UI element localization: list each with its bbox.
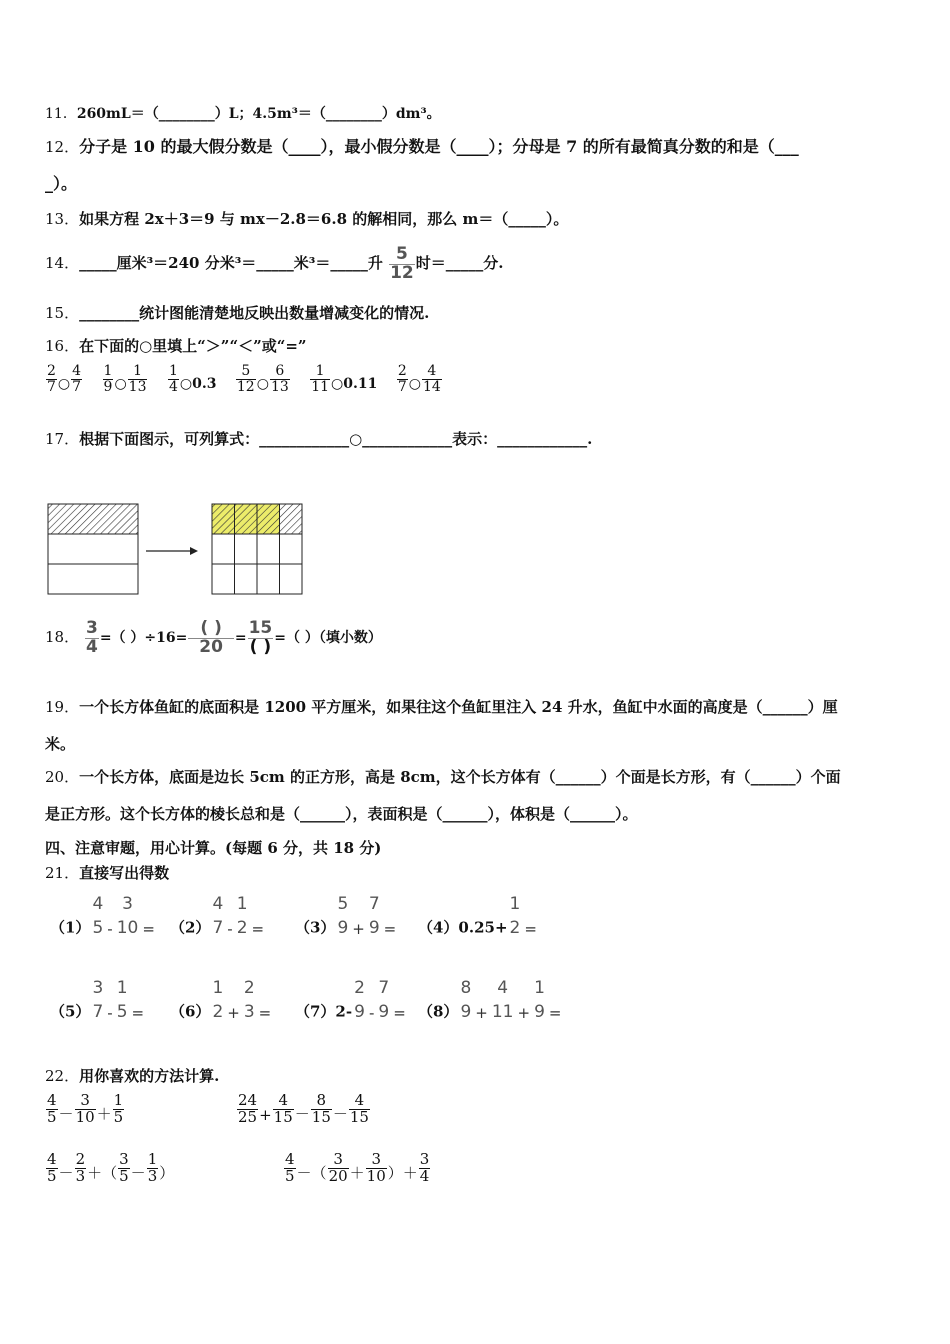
- fraction: 7 9: [368, 894, 380, 938]
- fraction: 3 10: [116, 894, 139, 938]
- question-text: 用你喜欢的方法计算.: [79, 1067, 220, 1085]
- calc-item: [418, 896, 539, 938]
- operator: =: [524, 919, 537, 938]
- question-12: [45, 137, 799, 157]
- operator: +: [227, 1003, 240, 1022]
- question-number: 14．: [45, 254, 80, 272]
- operator: -: [107, 1003, 113, 1022]
- compare-item: $\frac{1}{4}$ ○0.3: [168, 363, 217, 395]
- fraction: $\frac{1}{5}$: [113, 1091, 124, 1126]
- operator: =: [548, 1003, 562, 1022]
- question-text: 260mL＝（________）L；4.5m³＝（________）dm³。: [76, 106, 441, 122]
- calc-item: [418, 980, 563, 1022]
- question-19-cont: 米。: [45, 735, 76, 753]
- operator: －: [332, 1104, 348, 1123]
- fraction: 1 2: [509, 894, 521, 938]
- compare-item: $\frac{1}{11}$ ○0.11: [311, 363, 378, 395]
- question-18: 18． $\frac{3}{4}$ =（ ）÷16= ( ) 20 = 15 ( ) =（ ）（填小数）: [45, 617, 382, 657]
- arrow-icon: [146, 547, 198, 555]
- compare-circle[interactable]: ○: [57, 376, 71, 393]
- operator: ＋: [96, 1104, 112, 1123]
- fraction: $\frac{4}{5}$: [47, 1091, 57, 1126]
- fraction: 1 2: [212, 978, 224, 1022]
- question-16: [45, 336, 307, 356]
- question-number: 22．: [45, 1067, 80, 1085]
- operator: +: [259, 1105, 272, 1124]
- fraction: $\frac{4}{15}$: [273, 1091, 293, 1126]
- calc-label: （6）: [170, 1002, 211, 1021]
- question-12-cont: _）。: [45, 174, 78, 193]
- fraction: $\frac{8}{15}$: [311, 1091, 331, 1126]
- question-number: 16．: [45, 337, 80, 355]
- question-20: [45, 767, 841, 787]
- fraction: $\frac{3}{5}$: [119, 1150, 129, 1185]
- fraction: 4 11: [491, 978, 514, 1022]
- compare-item: $\frac{2}{7}$ ○ $\frac{4}{7}$: [47, 363, 82, 395]
- fraction: 2 9: [354, 978, 365, 1022]
- compare-circle[interactable]: ○: [114, 376, 127, 393]
- fraction: $\frac{4}{5}$: [47, 1150, 57, 1185]
- right-grid: [212, 504, 302, 594]
- compare-circle[interactable]: ○: [331, 376, 344, 393]
- question-text: 一个长方体，底面是边长 5cm 的正方形，高是 8cm，这个长方体有（______）个面是长方形，有（______）个面: [79, 768, 841, 786]
- question-text: ________统计图能清楚地反映出数量增减变化的情况.: [79, 304, 430, 322]
- operator: =: [383, 919, 397, 938]
- fraction: $\frac{1}{3}$: [147, 1150, 158, 1185]
- calc-label: （7）2-: [295, 1002, 353, 1021]
- question-text-a: _____厘米³＝240 分米³＝_____米³＝_____升: [79, 254, 383, 272]
- question-19: [45, 697, 838, 717]
- question-text: 一个长方体鱼缸的底面积是 1200 平方厘米，如果往这个鱼缸里注入 24 升水，鱼缸中水面的高度是（______）厘: [79, 698, 838, 716]
- fraction-diagram: [40, 495, 310, 600]
- operator: ）: [159, 1163, 175, 1182]
- operator: －: [294, 1104, 310, 1123]
- compare-circle[interactable]: ○: [256, 376, 269, 393]
- question-text: 直接写出得数: [79, 864, 170, 882]
- fraction: 1 9: [534, 978, 545, 1022]
- question-14: [45, 243, 503, 283]
- operator: +: [475, 1003, 488, 1022]
- question-number: 11．: [45, 106, 77, 122]
- expression-2: [236, 1093, 371, 1126]
- operator: =: [251, 919, 265, 938]
- fraction: $\frac{4}{5}$: [285, 1150, 295, 1185]
- expression-4: [283, 1152, 431, 1185]
- operator: -: [107, 919, 113, 938]
- fraction: 8 9: [460, 978, 472, 1022]
- operator: ＋: [349, 1163, 365, 1182]
- section-heading: 四、注意审题，用心计算。(每题 6 分，共 18 分): [45, 839, 382, 857]
- operator: －: [130, 1163, 146, 1182]
- calc-item: [170, 980, 273, 1022]
- question-11: [45, 104, 441, 124]
- calc-label: （5）: [50, 1002, 91, 1021]
- operator: -: [227, 919, 233, 938]
- calc-item: [170, 896, 266, 938]
- calc-label: （3）: [295, 918, 336, 937]
- compare-circle[interactable]: ○: [408, 376, 421, 393]
- operator: +: [517, 1003, 531, 1022]
- operator: －: [58, 1104, 74, 1123]
- fraction: 2 3: [243, 978, 255, 1022]
- expression-1: [45, 1093, 125, 1126]
- question-20-cont: 是正方形。这个长方体的棱长总和是（______），表面积是（______），体积是（______）。: [45, 805, 638, 823]
- calc-label: （4）0.25+: [418, 918, 508, 937]
- compare-row: [45, 364, 443, 394]
- operator: -: [368, 1003, 375, 1022]
- compare-circle[interactable]: ○: [179, 376, 193, 393]
- fraction: $\frac{3}{4}$: [419, 1150, 430, 1185]
- question-number: 18．: [45, 628, 80, 646]
- fraction: 7 9: [378, 978, 390, 1022]
- question-text-b: 时＝_____分.: [415, 254, 504, 272]
- calc-label: （2）: [170, 918, 211, 937]
- question-number: 15．: [45, 304, 80, 322]
- fraction: 1 5: [116, 978, 128, 1022]
- calc-label: （1）: [50, 918, 91, 937]
- compare-item: $\frac{2}{7}$ ○ $\frac{4}{14}$: [397, 363, 441, 395]
- operator: =: [258, 1003, 272, 1022]
- question-17: [45, 429, 592, 449]
- calc-item: [50, 896, 157, 938]
- fraction: 1 2: [236, 894, 248, 938]
- question-text: 在下面的○里填上“＞”“＜”或“=”: [79, 337, 307, 355]
- question-number: 12．: [45, 138, 80, 156]
- fraction: $\frac{24}{25}$: [238, 1091, 258, 1126]
- question-15: [45, 303, 429, 323]
- question-number: 21．: [45, 864, 80, 882]
- question-number: 13．: [45, 210, 80, 228]
- question-text: 根据下面图示，可列算式：____________○____________表示：____________.: [79, 430, 593, 448]
- left-rectangle: [48, 504, 138, 594]
- question-text: 如果方程 2x＋3＝9 与 mx－2.8＝6.8 的解相同，那么 m＝（_____）。: [79, 210, 569, 228]
- fraction: 4 7: [212, 894, 224, 938]
- compare-item: $\frac{1}{9}$ ○ $\frac{1}{13}$: [103, 363, 147, 395]
- fraction: $\frac{3}{10}$: [366, 1150, 386, 1185]
- fraction: 3 7: [92, 978, 104, 1022]
- operator: =: [393, 1003, 406, 1022]
- operator: －: [58, 1163, 74, 1182]
- question-22: [45, 1066, 219, 1086]
- expression-3: [45, 1152, 174, 1185]
- fraction: 4 5: [92, 894, 104, 938]
- question-13: [45, 209, 568, 229]
- compare-item: $\frac{5}{12}$ ○ $\frac{6}{13}$: [236, 363, 289, 395]
- calc-item: [295, 980, 408, 1022]
- operator: =: [131, 1003, 145, 1022]
- operator: ＋（: [87, 1163, 118, 1182]
- fraction: $\frac{3}{10}$: [75, 1091, 95, 1126]
- operator: +: [352, 919, 365, 938]
- question-21: [45, 863, 169, 883]
- fraction: $\frac{2}{3}$: [75, 1150, 86, 1185]
- question-number: 20．: [45, 768, 80, 786]
- fraction: $\frac{3}{20}$: [328, 1150, 348, 1185]
- operator: =: [142, 919, 155, 938]
- fraction: $\frac{4}{15}$: [349, 1091, 369, 1126]
- operator: ）＋: [387, 1163, 418, 1182]
- question-number: 19．: [45, 698, 80, 716]
- calc-item: [50, 980, 146, 1022]
- calc-label: （8）: [418, 1002, 459, 1021]
- operator: －（: [296, 1163, 327, 1182]
- fraction: $\frac{5}{12}$: [390, 243, 414, 283]
- fraction: 5 9: [337, 894, 349, 938]
- question-text: 分子是 10 的最大假分数是（____），最小假分数是（____）；分母是 7 的所有最简真分数的和是（___: [79, 137, 799, 156]
- question-number: 17．: [45, 430, 80, 448]
- calc-item: [295, 896, 398, 938]
